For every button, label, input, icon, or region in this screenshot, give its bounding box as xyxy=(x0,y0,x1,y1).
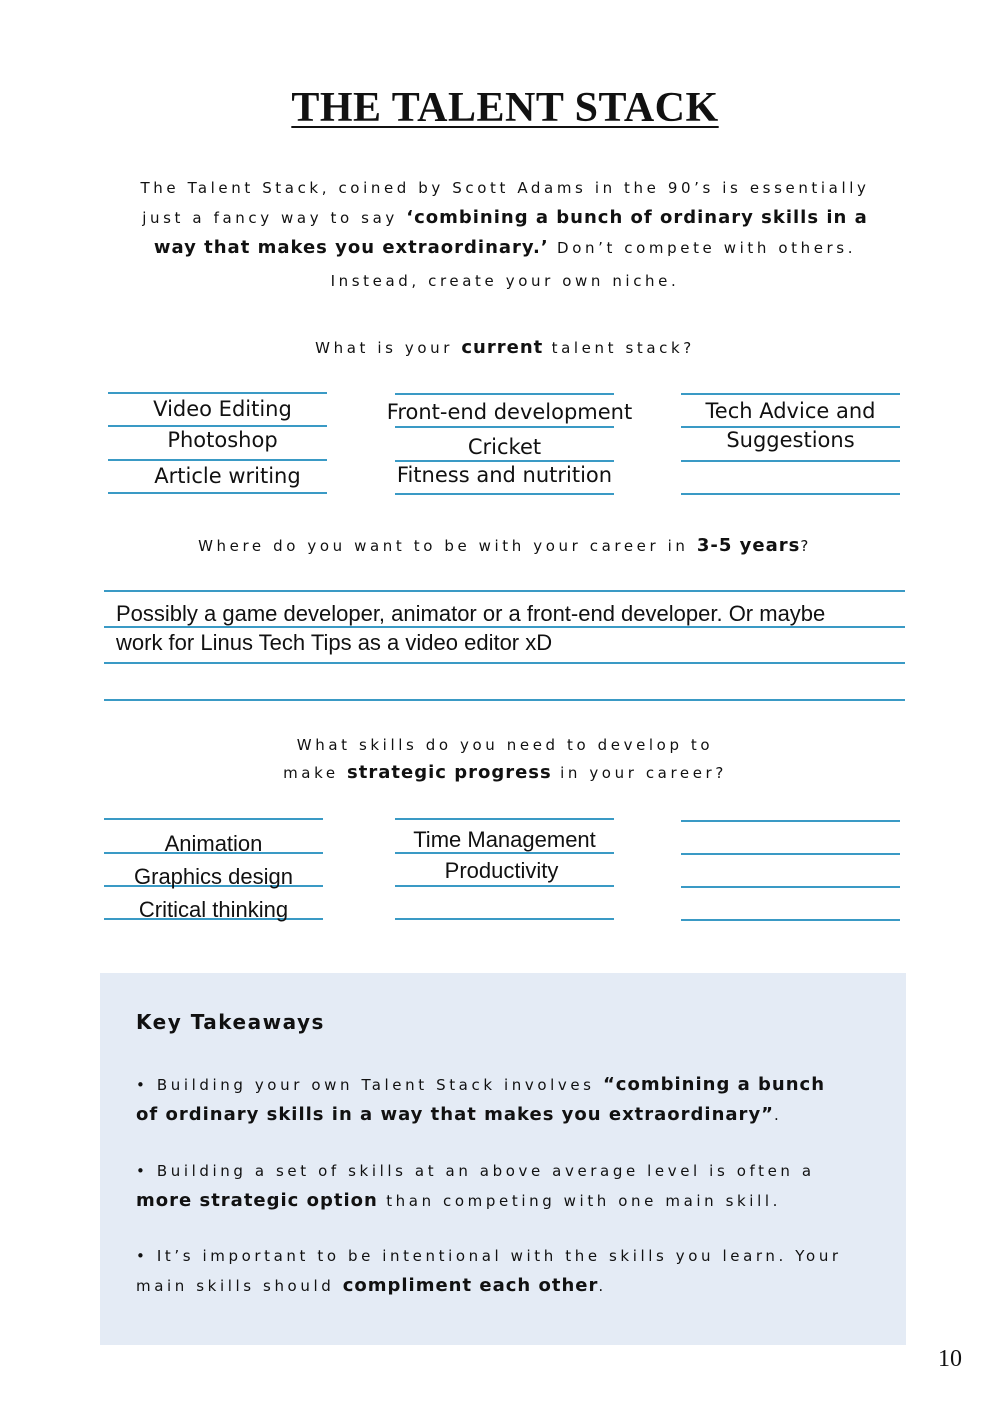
answer-line xyxy=(681,493,900,495)
takeaway-bullet-2 xyxy=(136,1157,856,1216)
answer-line xyxy=(681,919,900,921)
question-text: What is your xyxy=(315,339,462,357)
needed-skill-entry[interactable]: Critical thinking xyxy=(138,897,289,922)
answer-line xyxy=(395,918,614,920)
question-bold: strategic progress xyxy=(347,762,552,783)
question-bold: 3-5 years xyxy=(696,535,801,556)
current-skill-entry[interactable]: Front-end development xyxy=(386,400,633,424)
current-skill-entry[interactable]: Suggestions xyxy=(726,428,855,452)
bullet-text: • Building a set of skills at an above average level is often a xyxy=(136,1162,815,1180)
question-text: What skills do you need to develop to xyxy=(296,736,714,754)
intro-line-2-bold: ‘combining a bunch of ordinary skills in a xyxy=(406,207,868,228)
question-bold: current xyxy=(461,337,544,358)
intro-line-2-text: just a fancy way to say xyxy=(142,209,407,227)
bullet-text: • Building your own Talent Stack involves xyxy=(136,1076,603,1094)
intro-line-4: Instead, create your own niche. xyxy=(330,272,680,290)
bullet-text: main skills should xyxy=(136,1277,343,1295)
answer-line xyxy=(108,459,327,461)
question-text: ? xyxy=(800,537,812,555)
bullet-bold: more strategic option xyxy=(136,1190,378,1211)
intro-line-3-bold: way that makes you extraordinary.’ xyxy=(153,237,549,258)
intro-line-3-text: Don’t compete with others. xyxy=(548,239,857,257)
answer-line xyxy=(681,460,900,462)
bullet-bold: “combining a bunch xyxy=(602,1074,826,1095)
answer-line xyxy=(681,886,900,888)
answer-line xyxy=(395,818,614,820)
question-career-goal xyxy=(0,535,1000,556)
current-skill-entry[interactable]: Photoshop xyxy=(167,428,278,452)
needed-skill-entry[interactable]: Productivity xyxy=(444,858,559,883)
page-title: THE TALENT STACK xyxy=(291,85,719,131)
answer-line xyxy=(108,425,327,427)
question-text: make xyxy=(283,764,348,782)
answer-line xyxy=(104,662,905,664)
question-text: talent stack? xyxy=(543,339,695,357)
answer-line xyxy=(104,818,323,820)
answer-line xyxy=(395,885,614,887)
answer-line xyxy=(108,492,327,494)
intro-paragraph xyxy=(120,174,890,296)
current-skill-entry[interactable]: Fitness and nutrition xyxy=(396,463,613,487)
answer-line xyxy=(395,493,614,495)
bullet-text: . xyxy=(598,1277,607,1295)
page-number: 10 xyxy=(938,1346,962,1372)
question-skills-needed-2 xyxy=(0,762,1000,783)
current-skill-entry[interactable]: Tech Advice and xyxy=(705,399,876,423)
bullet-bold: of ordinary skills in a way that makes you extraordinary” xyxy=(136,1104,775,1125)
current-skill-entry[interactable]: Article writing xyxy=(154,464,301,488)
bullet-text: than competing with one main skill. xyxy=(377,1192,781,1210)
current-skill-entry[interactable]: Video Editing xyxy=(153,397,292,421)
question-text: in your career? xyxy=(551,764,727,782)
needed-skill-entry[interactable]: Time Management xyxy=(413,827,596,852)
answer-line xyxy=(395,393,614,395)
career-answer-line-2[interactable]: work for Linus Tech Tips as a video editor xD xyxy=(116,630,553,655)
intro-line-1: The Talent Stack, coined by Scott Adams in the 90’s is essentially xyxy=(140,179,870,197)
needed-skill-entry[interactable]: Animation xyxy=(164,831,263,856)
question-current-stack xyxy=(0,337,1000,358)
answer-line xyxy=(681,393,900,395)
answer-line xyxy=(681,820,900,822)
takeaway-bullet-1 xyxy=(136,1070,856,1130)
answer-line xyxy=(108,392,327,394)
answer-line xyxy=(104,590,905,592)
answer-line xyxy=(395,426,614,428)
answer-line xyxy=(395,460,614,462)
career-answer-line-1[interactable]: Possibly a game developer, animator or a front-end developer. Or maybe xyxy=(116,601,826,626)
bullet-text: . xyxy=(774,1106,783,1124)
key-takeaways-title: Key Takeaways xyxy=(136,1010,325,1034)
bullet-text: • It’s important to be intentional with the skills you learn. Your xyxy=(136,1247,842,1265)
takeaway-bullet-3 xyxy=(136,1242,856,1301)
question-text: Where do you want to be with your career in xyxy=(198,537,697,555)
current-skill-entry[interactable]: Cricket xyxy=(467,435,542,459)
answer-line xyxy=(104,699,905,701)
needed-skill-entry[interactable]: Graphics design xyxy=(134,864,293,889)
bullet-bold: compliment each other xyxy=(342,1275,599,1296)
answer-line xyxy=(681,853,900,855)
question-skills-needed xyxy=(0,735,1000,754)
